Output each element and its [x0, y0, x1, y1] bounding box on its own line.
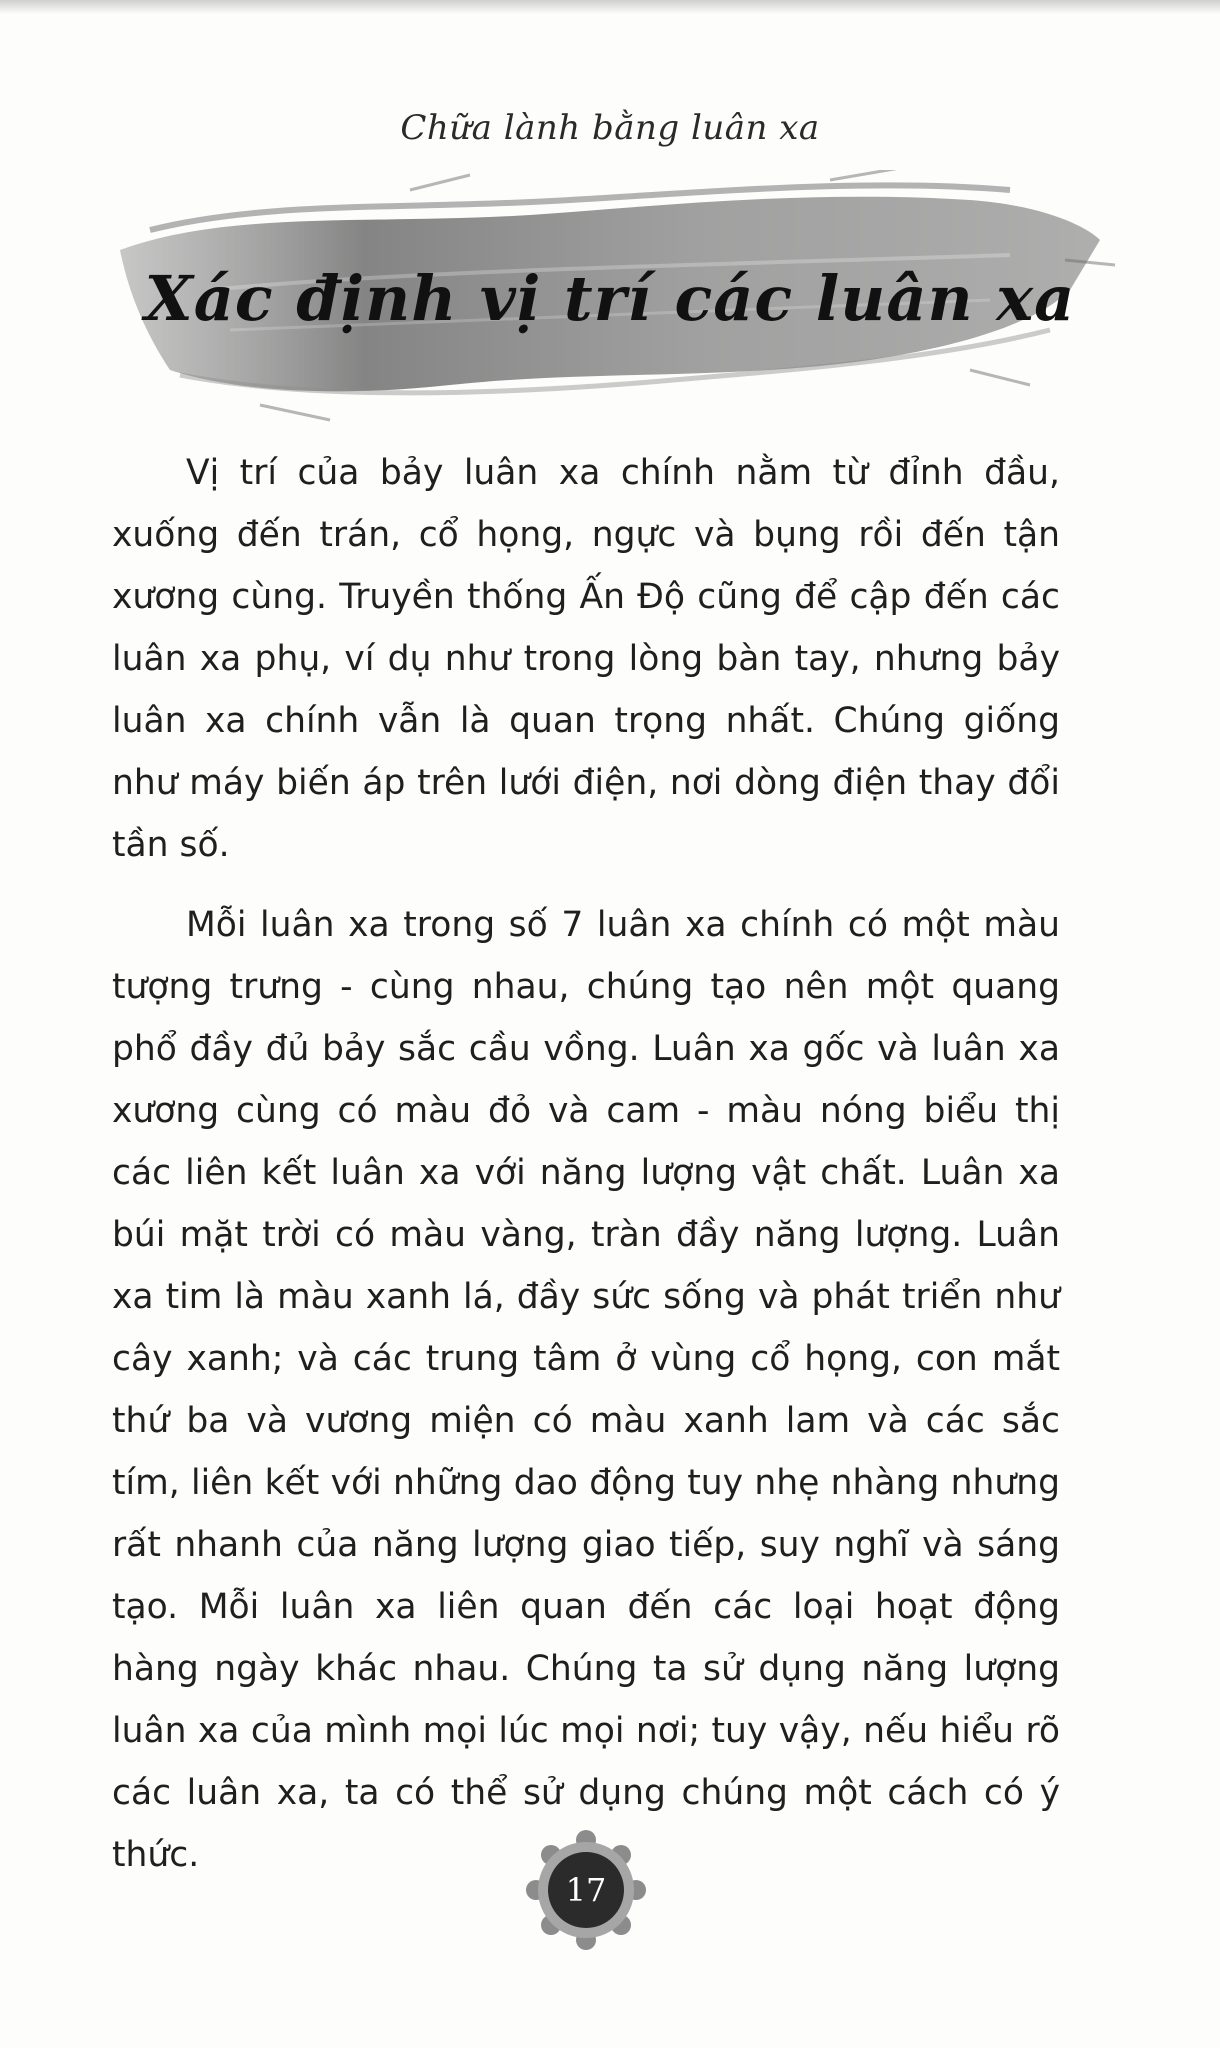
page-top-edge	[0, 0, 1220, 14]
page-number: 17	[565, 1871, 607, 1909]
chapter-title: Xác định vị trí các luân xa	[144, 262, 1076, 335]
paragraph: Mỗi luân xa trong số 7 luân xa chính có một màu tượng trưng - cùng nhau, chúng tạo nên một quang phổ đầy đủ bảy sắc cầu vồng. Luân xa gốc và luân xa xương cùng có màu đỏ và cam - màu nóng biểu thị các liên kết luân xa với năng lượng vật chất. Luân xa búi mặt trời có màu vàng, tràn đầy năng lượng. Luân xa tim là màu xanh lá, đầy sức sống và phát triển như cây xanh; và các trung tâm ở vùng cổ họng, con mắt thứ ba và vương miện có màu xanh lam và các sắc tím, liên kết với những dao động tuy nhẹ nhàng nhưng rất nhanh của năng lượng giao tiếp, suy nghĩ và sáng tạo. Mỗi luân xa liên quan đến các loại hoạt động hàng ngày khác nhau. Chúng ta sử dụng năng lượng luân xa của mình mọi lúc mọi nơi; tuy vậy, nếu hiểu rõ các luân xa, ta có thể sử dụng chúng một cách có ý thức.	[112, 905, 1060, 1875]
paragraph: Vị trí của bảy luân xa chính nằm từ đỉnh đầu, xuống đến trán, cổ họng, ngực và bụng rồi đến tận xương cùng. Truyền thống Ấn Độ cũng để cập đến các luân xa phụ, ví dụ như trong lòng bàn tay, nhưng bảy luân xa chính vẫn là quan trọng nhất. Chúng giống như máy biến áp trên lưới điện, nơi dòng điện thay đổi tần số.	[112, 453, 1060, 865]
body-text	[112, 442, 1060, 1904]
running-head: Chữa lành bằng luân xa	[400, 108, 820, 148]
page-number-badge	[526, 1830, 646, 1950]
